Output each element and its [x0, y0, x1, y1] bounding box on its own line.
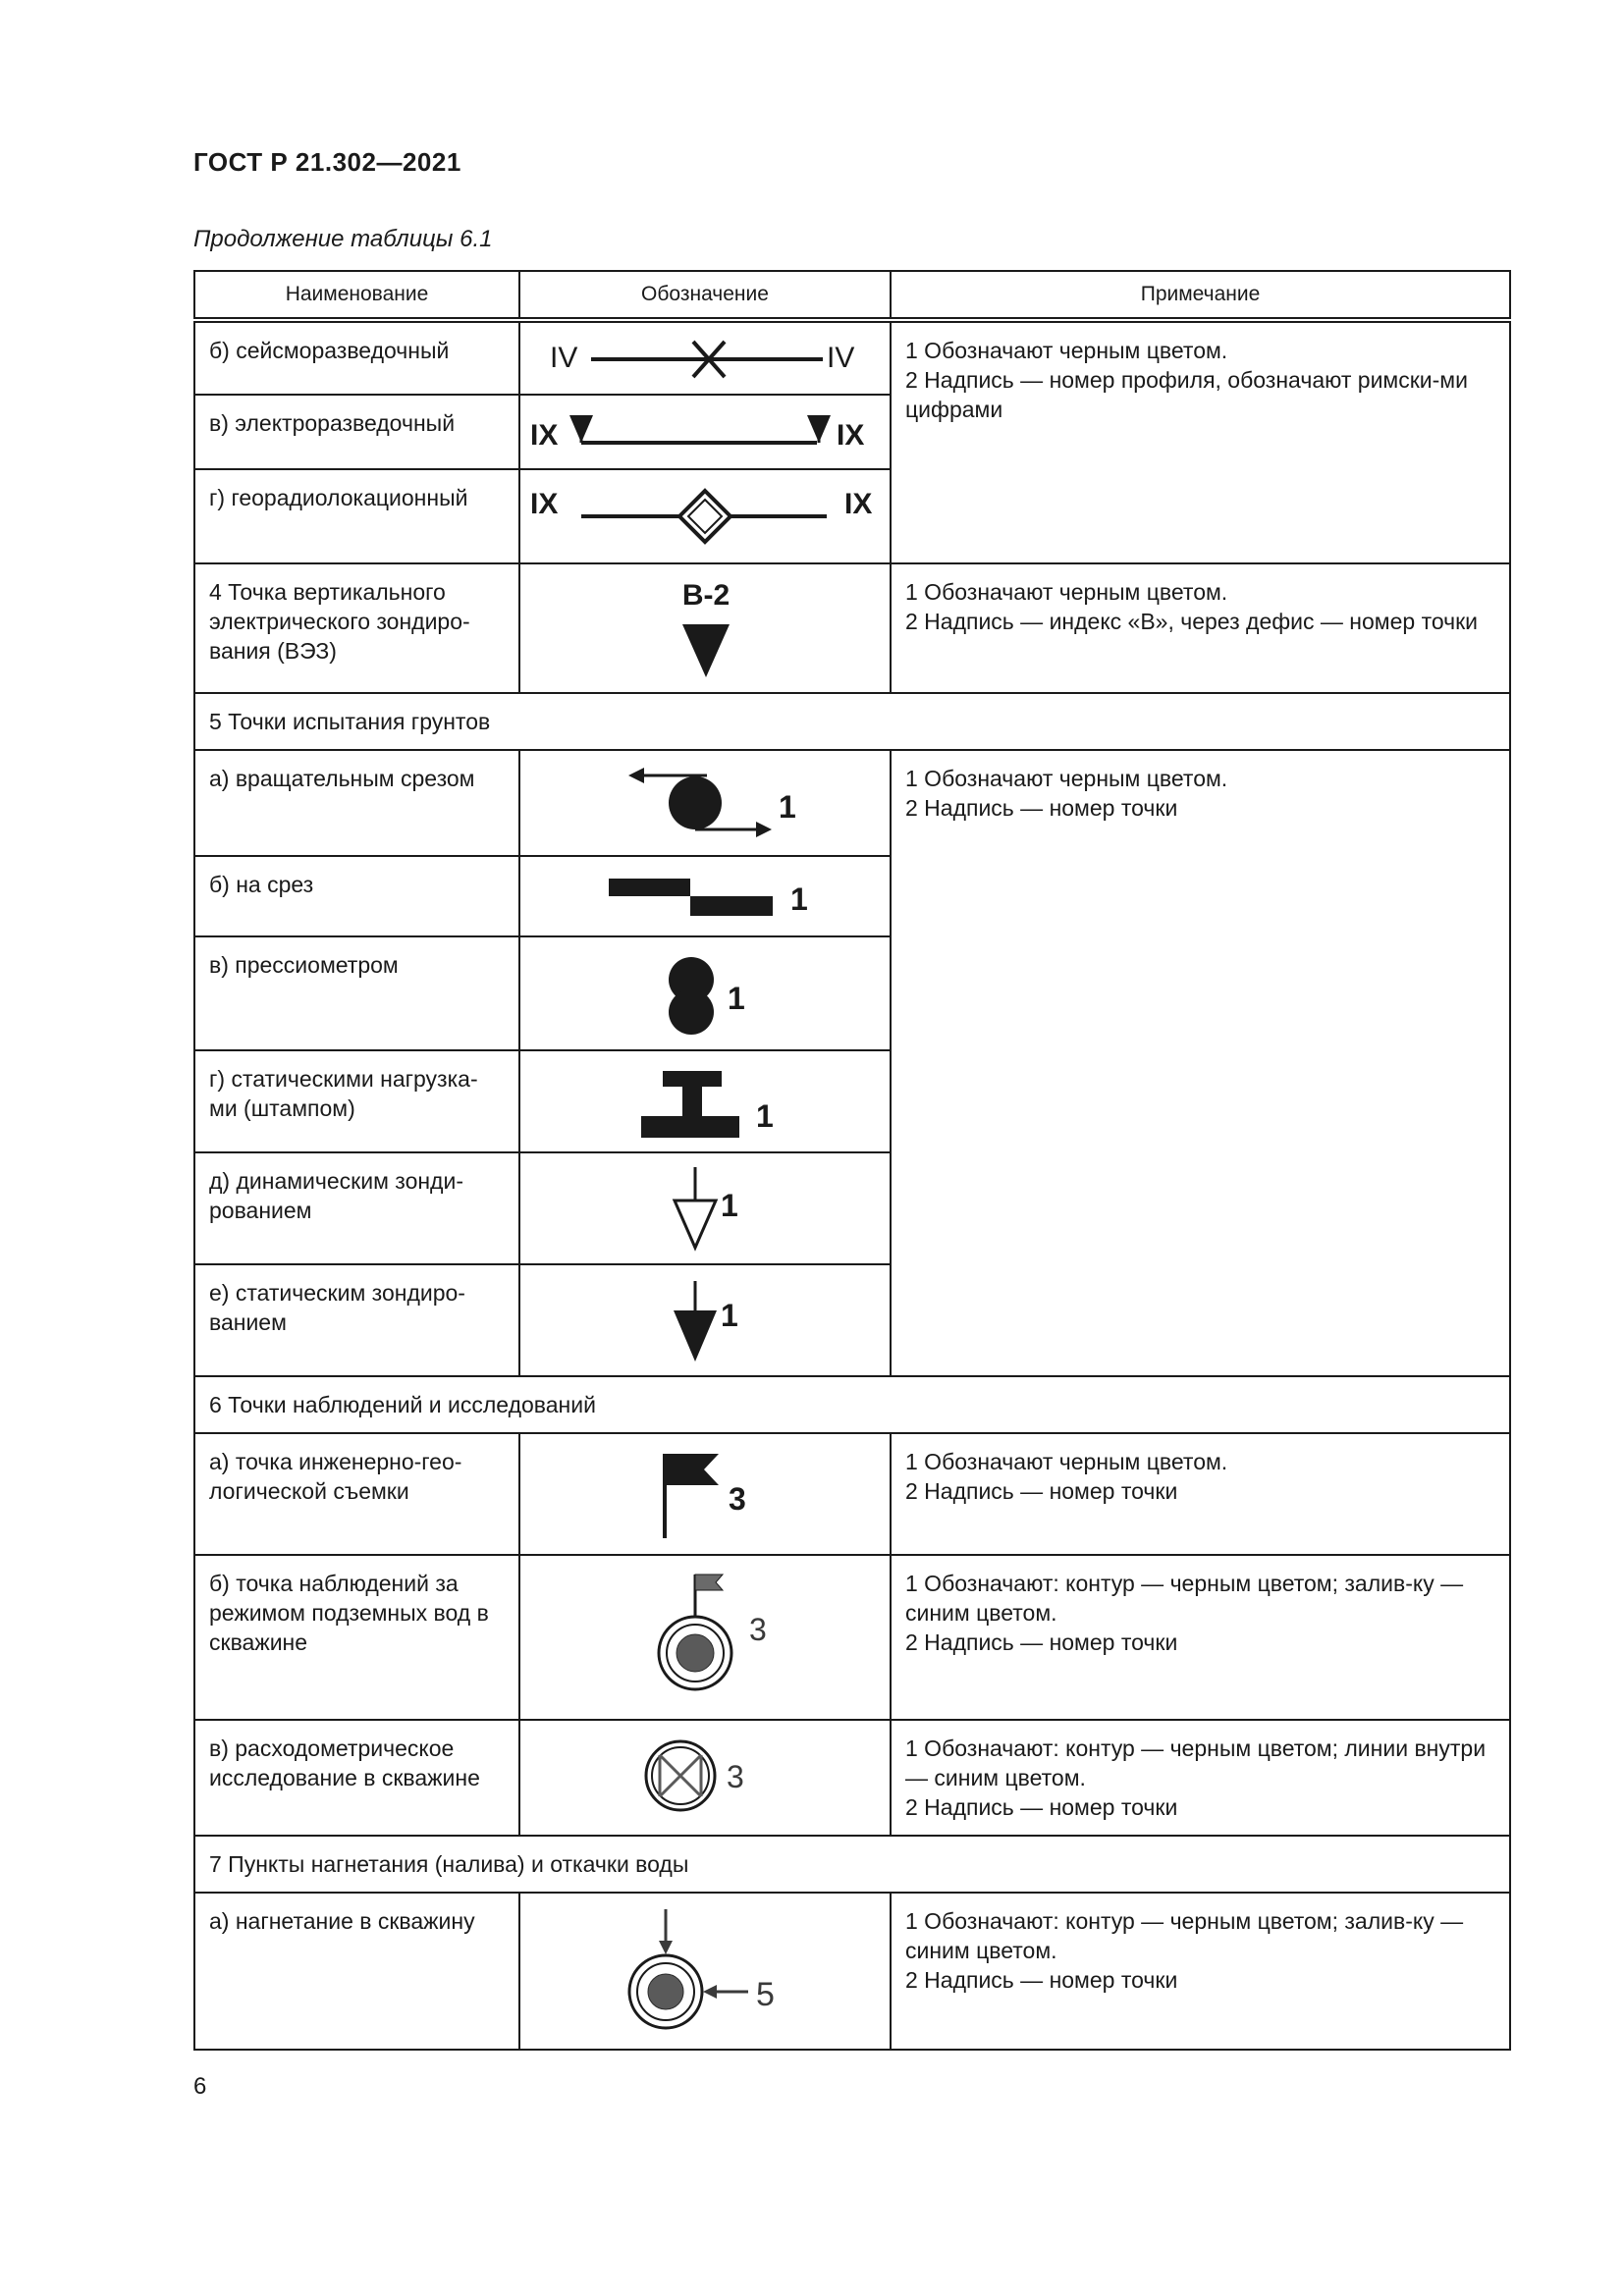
table-row	[194, 1555, 1510, 1720]
row-name: в) электроразведочный	[194, 395, 519, 469]
page-number: 6	[193, 2073, 207, 2100]
symbol-pressuremeter	[519, 936, 891, 1050]
note-line: 2 Надпись — номер профиля, обозначают римски-ми цифрами	[905, 367, 1468, 422]
symbol-electro-profile	[519, 395, 891, 469]
section-row	[194, 1376, 1510, 1433]
symbol-dynamic-sounding	[519, 1152, 891, 1264]
row-name: б) сейсморазведочный	[194, 320, 519, 395]
table-row	[194, 563, 1510, 693]
note-line: 1 Обозначают черным цветом.	[905, 338, 1228, 363]
table-row	[194, 1893, 1510, 2050]
note-line: 2 Надпись — номер точки	[905, 1478, 1178, 1504]
symbol-flowmeter-well	[519, 1720, 891, 1836]
note-line: 1 Обозначают: контур — черным цветом; залив-ку — синим цветом.	[905, 1571, 1464, 1626]
profile-label-right: IV	[827, 342, 855, 374]
point-label: 3	[727, 1759, 744, 1794]
section-title: 6 Точки наблюдений и исследований	[194, 1376, 1510, 1433]
row-name: а) вращательным срезом	[194, 750, 519, 856]
row-notes	[891, 1555, 1510, 1720]
section-row	[194, 1836, 1510, 1893]
section5-notes	[891, 750, 1510, 1376]
vane-shear-symbol	[520, 754, 892, 852]
survey-point-symbol	[520, 1436, 892, 1552]
symbol-vane-shear	[519, 750, 891, 856]
injection-well-symbol	[520, 1896, 892, 2047]
symbols-table	[193, 270, 1511, 2051]
table-caption: Продолжение таблицы 6.1	[193, 226, 493, 252]
profile-label-right: IX	[844, 488, 873, 520]
column-header-symbol: Обозначение	[519, 271, 891, 320]
point-label: 1	[721, 1298, 738, 1333]
note-line: 2 Надпись — номер точки	[905, 1967, 1178, 1993]
point-label: 1	[756, 1098, 774, 1134]
row-notes	[891, 1720, 1510, 1836]
row-name: а) точка инженерно-гео-логической съемки	[194, 1433, 519, 1555]
section-title: 5 Точки испытания грунтов	[194, 693, 1510, 750]
flowmeter-well-symbol	[520, 1723, 892, 1833]
symbol-georadar-profile	[519, 469, 891, 563]
column-header-note: Примечание	[891, 271, 1510, 320]
note-line: 1 Обозначают: контур — черным цветом; линии внутри — синим цветом.	[905, 1735, 1487, 1790]
point-label: 1	[721, 1188, 738, 1223]
row-name: 4 Точка вертикального электрического зондиро-вания (ВЭЗ)	[194, 563, 519, 693]
plate-load-symbol	[520, 1053, 892, 1149]
section-row	[194, 693, 1510, 750]
symbol-plate-load	[519, 1050, 891, 1152]
point-label: 1	[790, 881, 808, 917]
note-line: 1 Обозначают: контур — черным цветом; залив-ку — синим цветом.	[905, 1908, 1464, 1963]
group1-notes	[891, 320, 1510, 563]
static-sounding-symbol	[520, 1267, 892, 1373]
row-notes	[891, 1433, 1510, 1555]
row-name: г) статическими нагрузка-ми (штампом)	[194, 1050, 519, 1152]
table-row	[194, 1720, 1510, 1836]
note-line: 2 Надпись — номер точки	[905, 1629, 1178, 1655]
row-name: б) точка наблюдений за режимом подземных вод в скважине	[194, 1555, 519, 1720]
row-name: г) георадиолокационный	[194, 469, 519, 563]
georadar-profile-symbol	[520, 472, 892, 561]
row-name: е) статическим зондиро-ванием	[194, 1264, 519, 1376]
symbol-groundwater-well	[519, 1555, 891, 1720]
table-row	[194, 1433, 1510, 1555]
point-label: 3	[729, 1481, 746, 1517]
point-label: 1	[728, 981, 745, 1016]
point-label: 1	[779, 789, 796, 825]
row-name: в) прессиометром	[194, 936, 519, 1050]
symbol-survey-point	[519, 1433, 891, 1555]
row-name: а) нагнетание в скважину	[194, 1893, 519, 2050]
ves-point-symbol	[520, 567, 892, 690]
dynamic-sounding-symbol	[520, 1155, 892, 1261]
point-label: 3	[749, 1612, 767, 1647]
note-line: 1 Обозначают черным цветом.	[905, 1449, 1228, 1474]
row-name: б) на срез	[194, 856, 519, 936]
document-title: ГОСТ Р 21.302—2021	[193, 147, 461, 177]
profile-label-right: IX	[837, 419, 865, 452]
row-name: в) расходометрическое исследование в скважине	[194, 1720, 519, 1836]
electro-profile-symbol	[520, 398, 892, 466]
table-row	[194, 320, 1510, 395]
profile-label-left: IX	[530, 419, 559, 452]
note-line: 1 Обозначают черным цветом.	[905, 579, 1228, 605]
pressuremeter-symbol	[520, 939, 892, 1047]
row4-notes	[891, 563, 1510, 693]
symbol-ves-point	[519, 563, 891, 693]
section-title: 7 Пункты нагнетания (налива) и откачки воды	[194, 1836, 1510, 1893]
note-line: 1 Обозначают черным цветом.	[905, 766, 1228, 791]
note-line: 2 Надпись — номер точки	[905, 795, 1178, 821]
symbol-static-sounding	[519, 1264, 891, 1376]
column-header-name: Наименование	[194, 271, 519, 320]
profile-label-left: IX	[530, 488, 559, 520]
table-row	[194, 750, 1510, 856]
ves-label: В-2	[681, 578, 731, 612]
note-line: 2 Надпись — индекс «В», через дефис — номер точки	[905, 609, 1479, 634]
row-name: д) динамическим зонди-рованием	[194, 1152, 519, 1264]
symbol-direct-shear	[519, 856, 891, 936]
groundwater-well-symbol	[520, 1559, 892, 1716]
note-line: 2 Надпись — номер точки	[905, 1794, 1178, 1820]
row-notes	[891, 1893, 1510, 2050]
direct-shear-symbol	[520, 859, 892, 934]
symbol-injection-well	[519, 1893, 891, 2050]
point-label: 5	[756, 1976, 775, 2013]
symbol-seismic-profile	[519, 320, 891, 395]
seismic-profile-symbol	[520, 324, 892, 393]
profile-label-left: IV	[550, 342, 578, 374]
table-header-row	[194, 271, 1510, 320]
